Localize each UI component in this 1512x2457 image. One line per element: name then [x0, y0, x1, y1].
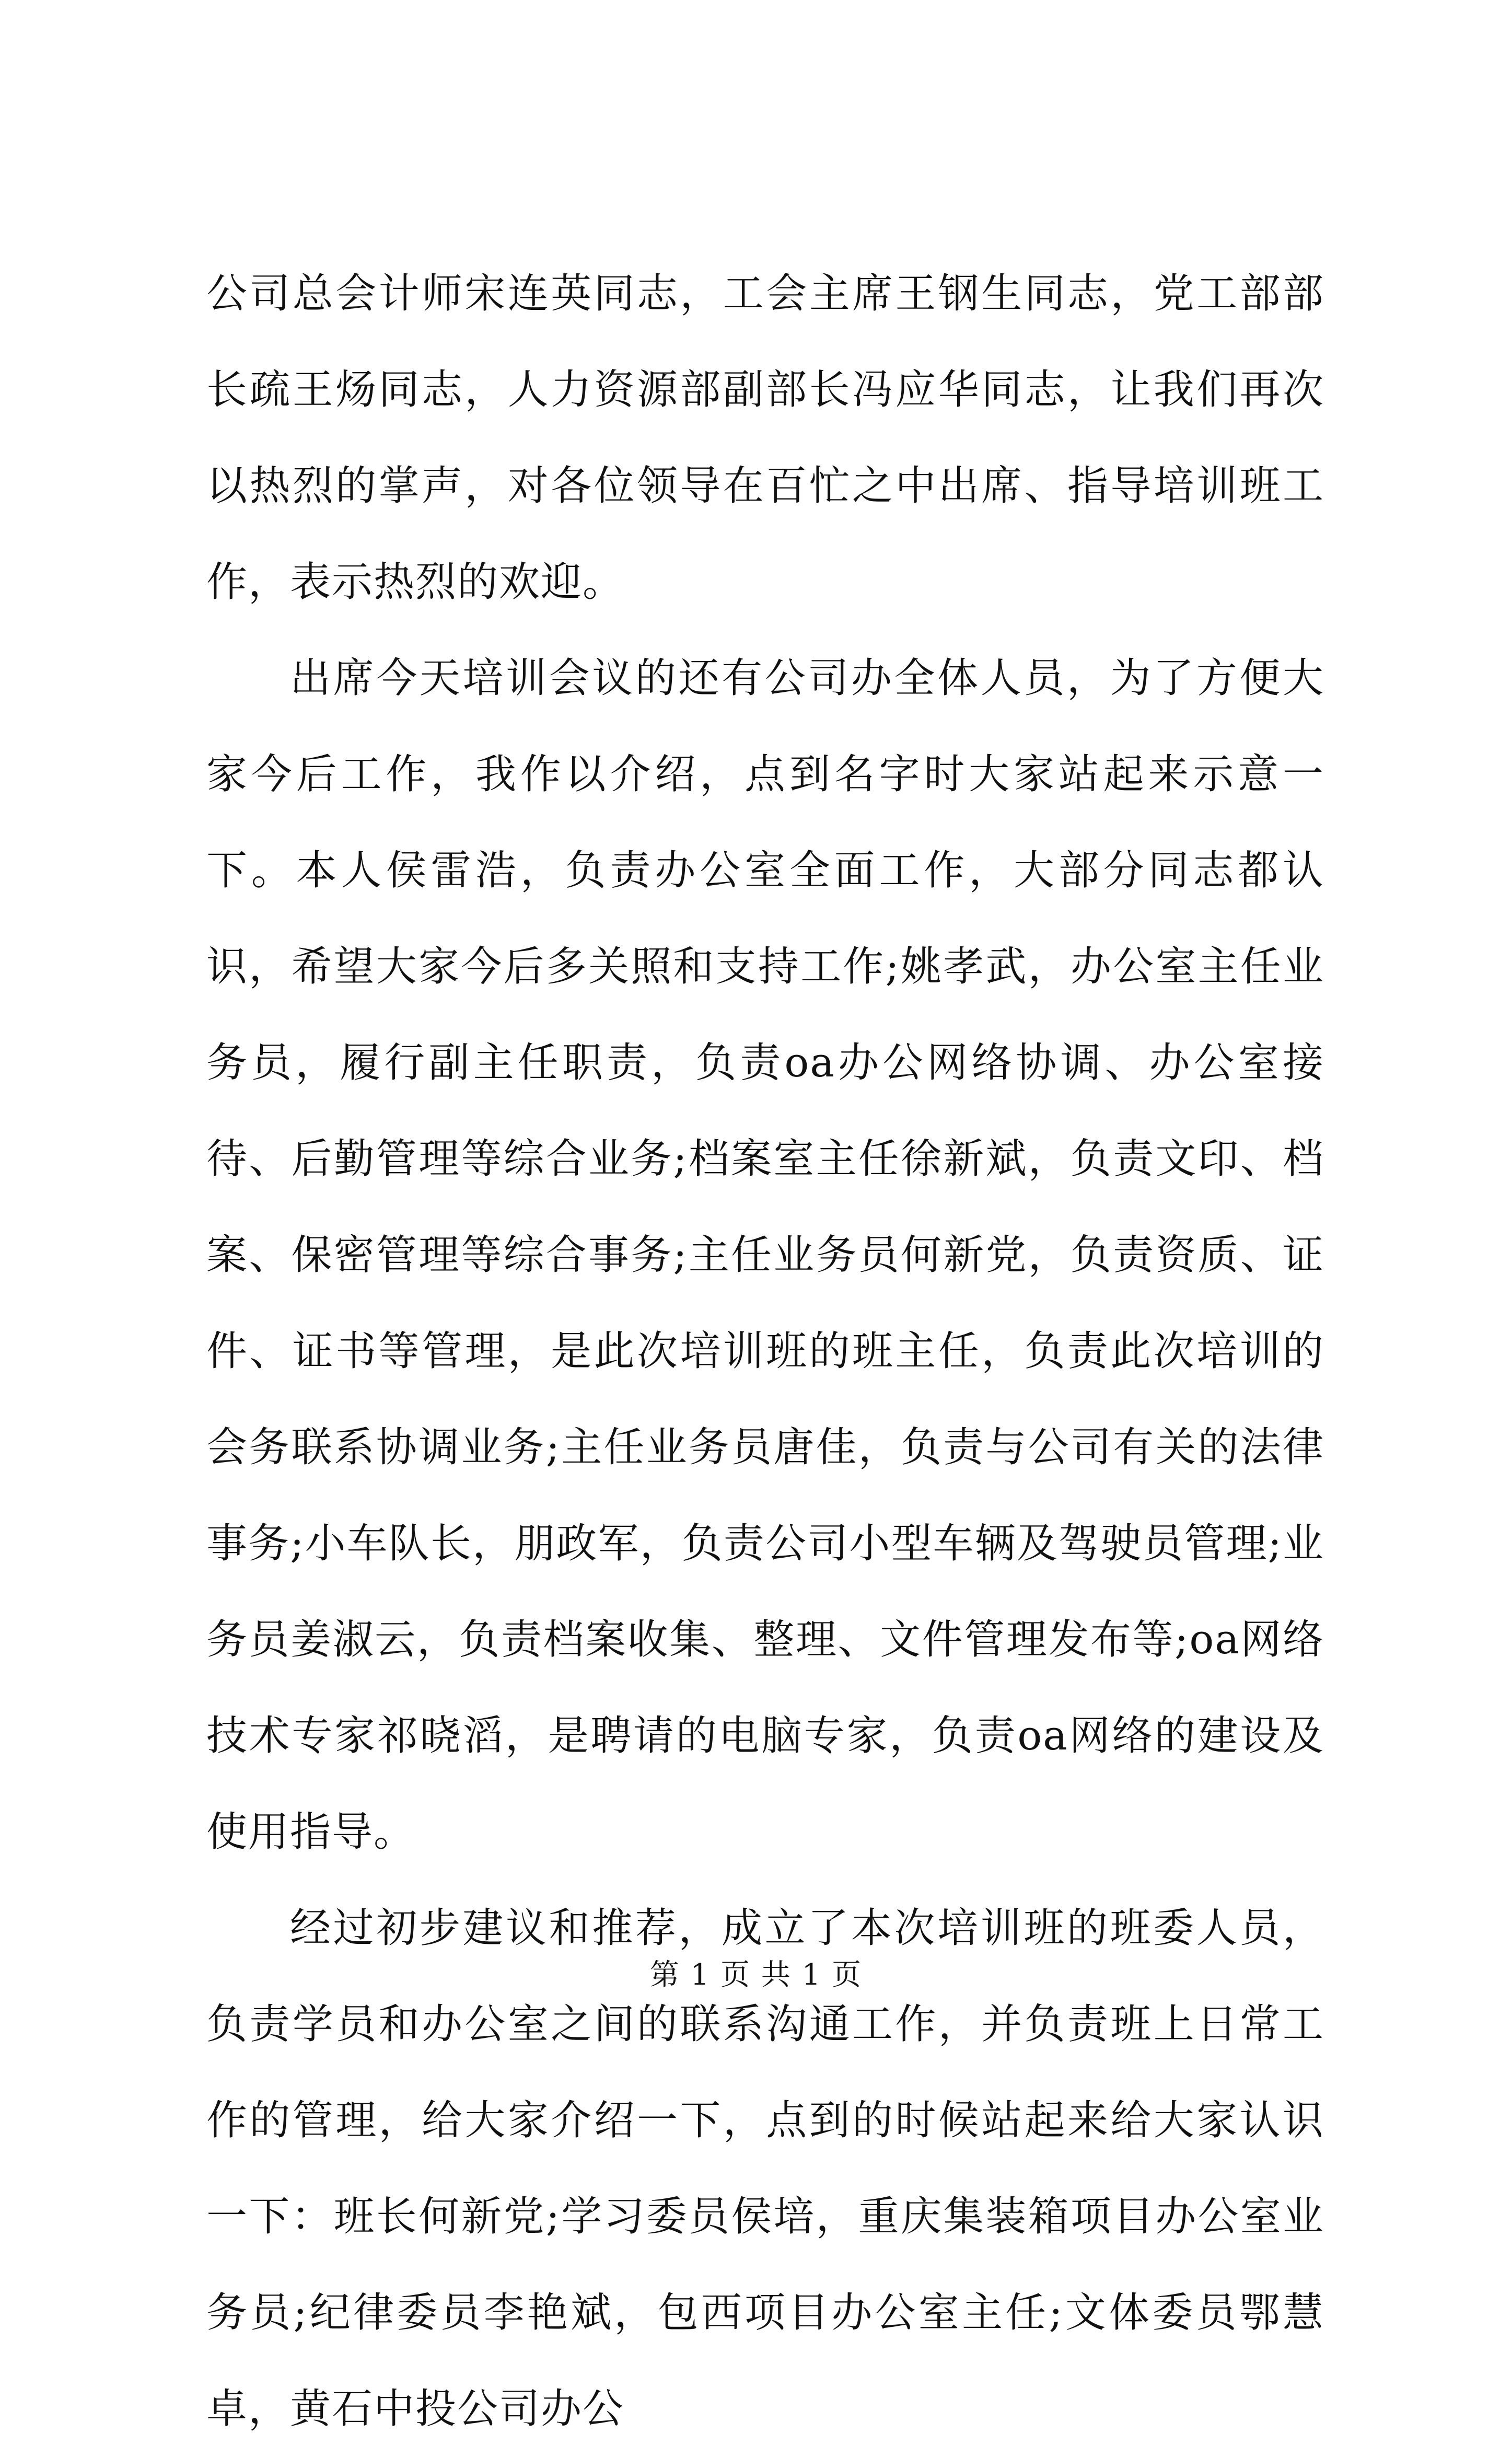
document-body [206, 246, 1324, 2457]
page-footer: 第 1 页 共 1 页 [649, 1958, 863, 1992]
paragraph-3: 经过初步建议和推荐，成立了本次培训班的班委人员，负责学员和办公室之间的联系沟通工作，并负责班上日常工作的管理，给大家介绍一下，点到的时候站起来给大家认识一下：班长何新党;学习委员侯培，重庆集装箱项目办公室业务员;纪律委员李艳斌，包西项目办公室主任;文体委员鄂慧卓，黄石中投公司办公 [206, 1905, 1324, 2432]
paragraph-1: 公司总会计师宋连英同志，工会主席王钢生同志，党工部部长疏王炀同志，人力资源部副部长冯应华同志，让我们再次以热烈的掌声，对各位领导在百忙之中出席、指导培训班工作，表示热烈的欢迎。 [206, 270, 1324, 606]
paragraph-2: 出席今天培训会议的还有公司办全体人员，为了方便大家今后工作，我作以介绍，点到名字时大家站起来示意一下。本人侯雷浩，负责办公室全面工作，大部分同志都认识，希望大家今后多关照和支持工作;姚孝武，办公室主任业务员，履行副主任职责，负责oa办公网络协调、办公室接待、后勤管理等综合业务;档案室主任徐新斌，负责文印、档案、保密管理等综合事务;主任业务员何新党，负责资质、证件、证书等管理，是此次培训班的班主任，负责此次培训的会务联系协调业务;主任业务员唐佳，负责与公司有关的法律事务;小车队长，朋政军，负责公司小型车辆及驾驶员管理;业务员姜淑云，负责档案收集、整理、文件管理发布等;oa网络技术专家祁晓滔，是聘请的电脑专家，负责oa网络的建设及使用指导。 [206, 655, 1324, 1856]
